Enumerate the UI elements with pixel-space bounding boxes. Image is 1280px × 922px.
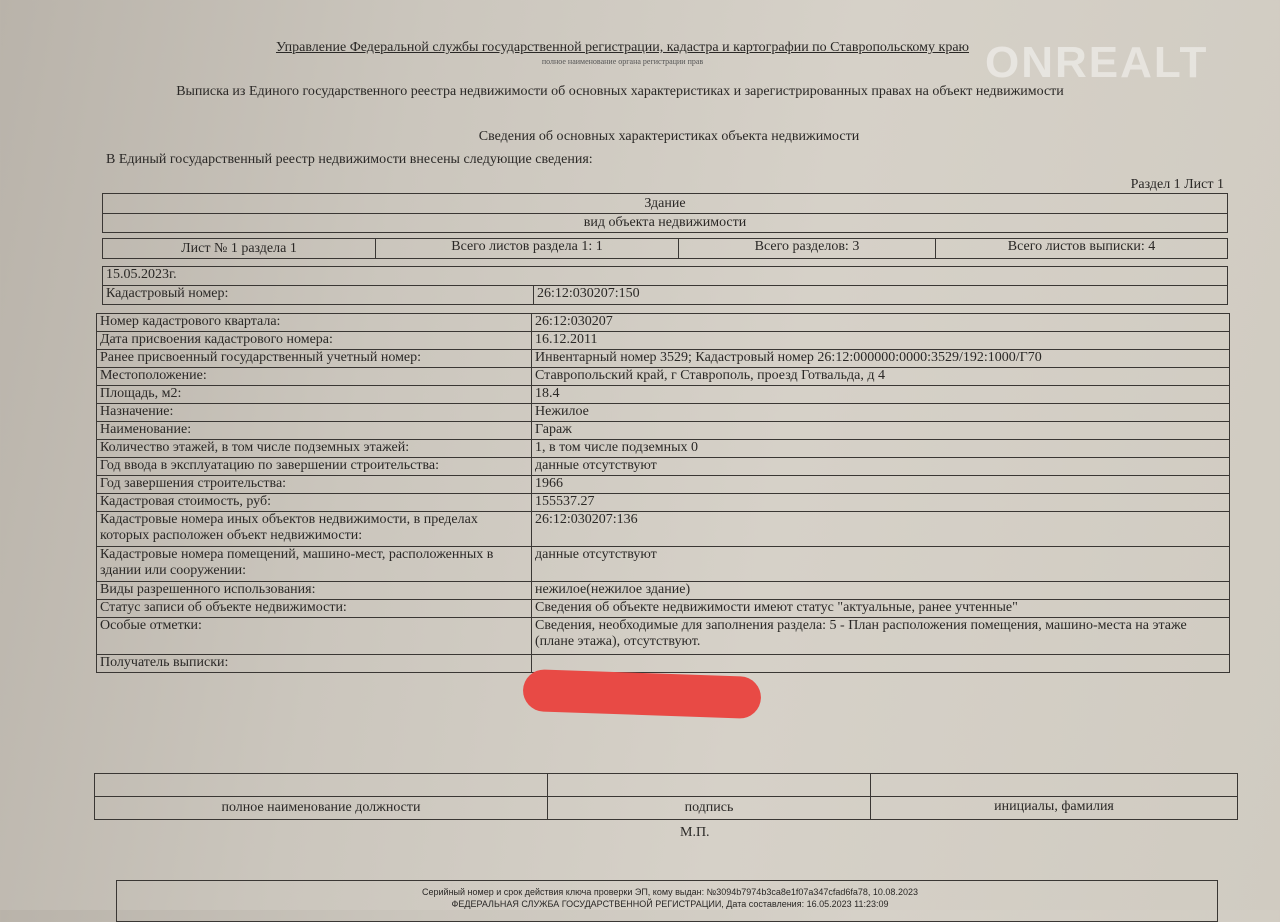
position-cell [95,774,548,797]
extract-date: 15.05.2023г. [103,267,1228,286]
total-sheets: Всего листов выписки: 4 [936,239,1228,259]
property-row [97,547,1230,582]
property-row [97,494,1230,512]
property-row [97,655,1230,673]
sheet-number: Лист № 1 раздела 1 [103,239,376,259]
property-value: Сведения об объекте недвижимости имеют статус "актуальные, ранее учтенные" [532,600,1230,618]
object-type-table [102,193,1228,233]
property-label: Ранее присвоенный государственный учетный номер: [97,350,532,368]
property-row [97,404,1230,422]
property-row [97,332,1230,350]
signature-cell [548,774,871,797]
property-row [97,582,1230,600]
property-value: данные отсутствуют [532,458,1230,476]
header-info-table [102,266,1228,305]
property-row [97,440,1230,458]
property-value: Ставропольский край, г Ставрополь, проезд Готвальда, д 4 [532,368,1230,386]
property-value: данные отсутствуют [532,547,1230,582]
property-label: Год ввода в эксплуатацию по завершении строительства: [97,458,532,476]
section-sheet-label: Раздел 1 Лист 1 [1130,177,1224,192]
property-row [97,350,1230,368]
org-caption: полное наименование органа регистрации прав [541,57,704,66]
name-cell [871,774,1238,797]
property-label: Количество этажей, в том числе подземных этажей: [97,440,532,458]
property-label: Дата присвоения кадастрового номера: [97,332,532,350]
property-label: Кадастровые номера помещений, машино-мест, расположенных в здании или сооружении: [97,547,532,582]
property-row [97,314,1230,332]
sheet-info-table [102,238,1228,259]
property-row [97,422,1230,440]
property-label: Виды разрешенного использования: [97,582,532,600]
position-caption: полное наименование должности [95,797,548,820]
section-title: Сведения об основных характеристиках объекта недвижимости [478,129,860,144]
property-value: Нежилое [532,404,1230,422]
property-label: Назначение: [97,404,532,422]
signature-caption: подпись [548,797,871,820]
property-label: Год завершения строительства: [97,476,532,494]
property-value: нежилое(нежилое здание) [532,582,1230,600]
property-label: Наименование: [97,422,532,440]
property-value: 1966 [532,476,1230,494]
property-label: Местоположение: [97,368,532,386]
property-label: Кадастровые номера иных объектов недвижимости, в пределах которых расположен объект недвижимости: [97,512,532,547]
signature-table [94,773,1238,820]
property-row [97,512,1230,547]
property-value: Сведения, необходимые для заполнения раздела: 5 - План расположения помещения, машино-места на этаже (плане этажа), отсутствуют. [532,618,1230,655]
extract-title: Выписка из Единого государственного реестра недвижимости об основных характеристиках и зарегистрированных правах на объект недвижимости [176,84,1064,99]
property-value: Инвентарный номер 3529; Кадастровый номер 26:12:000000:0000:3529/192:1000/Г70 [532,350,1230,368]
property-label: Кадастровая стоимость, руб: [97,494,532,512]
property-row [97,368,1230,386]
watermark-logo: ONREALT [985,38,1209,87]
properties-table [96,313,1230,673]
property-row [97,458,1230,476]
intro-text: В Единый государственный реестр недвижимости внесены следующие сведения: [106,152,593,167]
cadastral-number-label: Кадастровый номер: [103,286,534,305]
redaction-mark [522,669,761,719]
property-label: Особые отметки: [97,618,532,655]
e-signature-line-2: ФЕДЕРАЛЬНАЯ СЛУЖБА ГОСУДАРСТВЕННОЙ РЕГИСТРАЦИИ, Дата составления: 16.05.2023 11:23:09 [451,899,889,909]
total-sections: Всего разделов: 3 [679,239,936,259]
property-value: 155537.27 [532,494,1230,512]
object-type-caption: вид объекта недвижимости [103,214,1228,233]
property-value [532,655,1230,673]
property-value: 1, в том числе подземных 0 [532,440,1230,458]
stamp-place: М.П. [680,825,710,840]
property-label: Получатель выписки: [97,655,532,673]
object-type: Здание [103,194,1228,214]
property-value: 18.4 [532,386,1230,404]
property-value: 26:12:030207:136 [532,512,1230,547]
property-label: Площадь, м2: [97,386,532,404]
sheets-in-section: Всего листов раздела 1: 1 [376,239,679,259]
property-label: Статус записи об объекте недвижимости: [97,600,532,618]
property-value: 26:12:030207 [532,314,1230,332]
property-row [97,476,1230,494]
cadastral-number-value: 26:12:030207:150 [534,286,1228,305]
property-row [97,386,1230,404]
property-label: Номер кадастрового квартала: [97,314,532,332]
name-caption: инициалы, фамилия [871,797,1238,820]
property-row [97,600,1230,618]
e-signature-line-1: Серийный номер и срок действия ключа проверки ЭП, кому выдан: №3094b7974b3ca8e1f07a347cfad6fa78, 10.08.2023 [422,887,918,897]
property-value: Гараж [532,422,1230,440]
property-row [97,618,1230,655]
org-name: Управление Федеральной службы государственной регистрации, кадастра и картографии по Ставропольскому краю [275,40,969,55]
property-value: 16.12.2011 [532,332,1230,350]
